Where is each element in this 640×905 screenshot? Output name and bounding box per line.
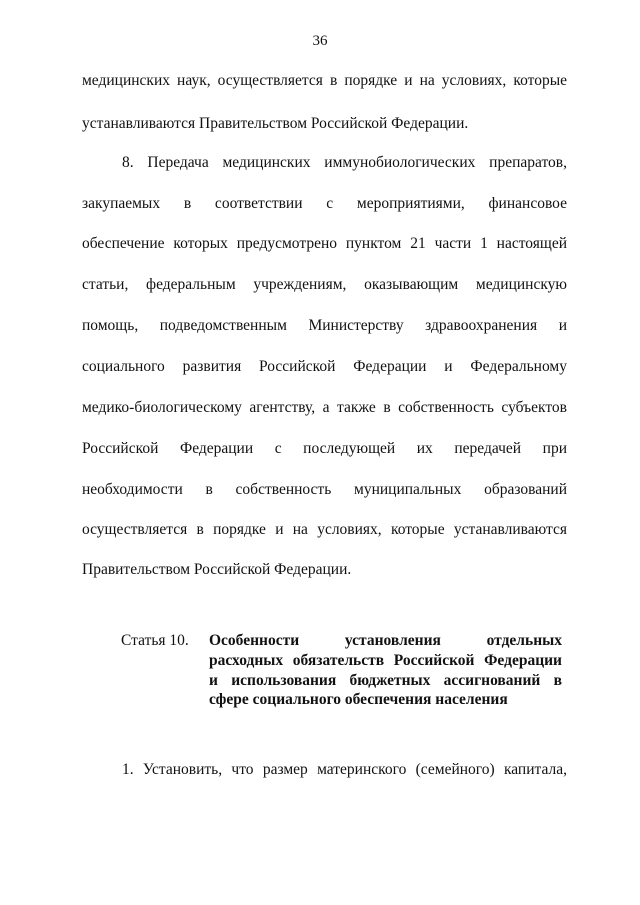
text-line: медицинских наук, осуществляется в порядке и на условиях, которые	[82, 72, 567, 89]
text-line: необходимости в собственность муниципальных образований	[82, 481, 567, 498]
article-label: Статья 10.	[121, 632, 189, 649]
text-line: осуществляется в порядке и на условиях, которые устанавливаются	[82, 521, 567, 538]
text-line: устанавливаются Правительством Российской Федерации.	[82, 115, 469, 132]
article-title-line: и использования бюджетных ассигнований в	[209, 672, 562, 689]
article-title-line: Особенности установления отдельных	[209, 632, 562, 649]
text-line: социального развития Российской Федерации и Федеральному	[82, 358, 567, 375]
article-title-line: расходных обязательств Российской Федерации	[209, 652, 562, 669]
text-line: Правительством Российской Федерации.	[82, 561, 352, 578]
text-line: обеспечение которых предусмотрено пунктом 21 части 1 настоящей	[82, 235, 567, 252]
article-title-line: сфере социального обеспечения населения	[209, 691, 508, 708]
text-line: закупаемых в соответствии с мероприятиями, финансовое	[82, 195, 567, 212]
text-line: 1. Установить, что размер материнского (семейного) капитала,	[122, 761, 567, 778]
text-line: статьи, федеральным учреждениям, оказывающим медицинскую	[82, 276, 567, 293]
text-line: 8. Передача медицинских иммунобиологических препаратов,	[122, 154, 567, 171]
page-number: 36	[312, 33, 328, 49]
text-line: медико-биологическому агентству, а также в собственность субъектов	[82, 399, 567, 416]
text-line: Российской Федерации с последующей их передачей при	[82, 440, 567, 457]
text-line: помощь, подведомственным Министерству здравоохранения и	[82, 317, 567, 334]
